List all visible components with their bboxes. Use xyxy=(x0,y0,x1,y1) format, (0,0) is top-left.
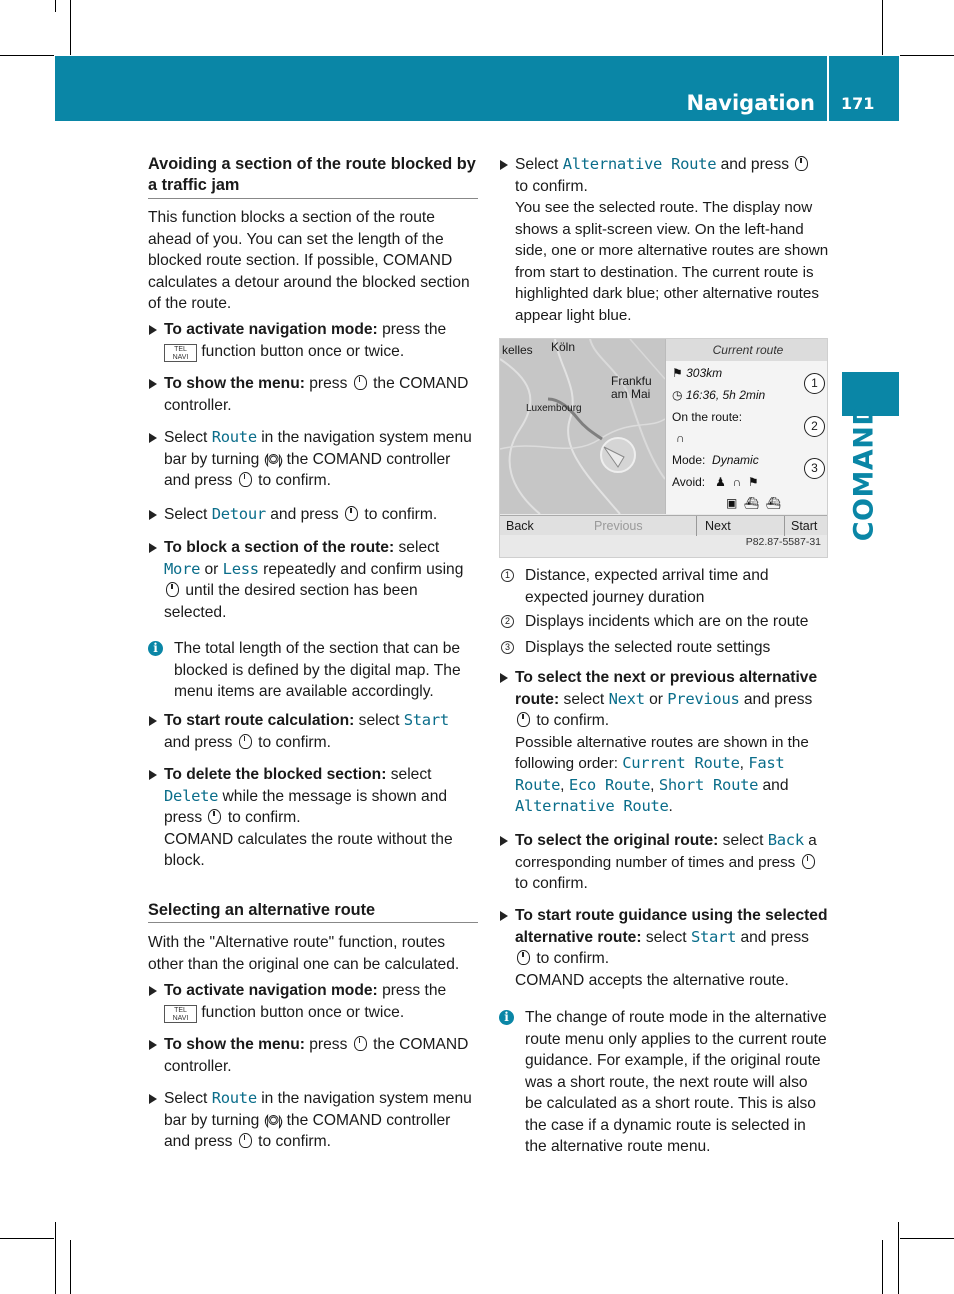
press-controller-icon xyxy=(354,375,367,390)
crop-mark xyxy=(900,55,954,56)
callout-number: 1 xyxy=(501,569,514,582)
press-controller-icon xyxy=(802,854,815,869)
distance-value: ⚑ 303km xyxy=(672,366,723,380)
press-controller-icon xyxy=(166,582,179,597)
map-label: Luxembourg xyxy=(526,403,582,414)
mode-row: Mode: Dynamic xyxy=(672,453,759,467)
step-activate-nav: To activate navigation mode: press the TEL NAVI function button once or twice. xyxy=(148,319,478,362)
figure-id: P82.87-5587-31 xyxy=(745,535,821,548)
crop-mark xyxy=(55,1222,56,1294)
turn-controller-icon: ⟬◎⟭ xyxy=(263,450,283,467)
press-controller-icon xyxy=(795,156,808,171)
legend-item: 2 Displays incidents which are on the route xyxy=(499,611,829,633)
section-heading: Selecting an alternative route xyxy=(148,901,376,919)
crop-mark xyxy=(70,0,71,55)
step-show-menu: To show the menu: press the COMAND controller. xyxy=(148,373,478,416)
side-tab-label: COMAND xyxy=(848,402,880,542)
crop-mark xyxy=(0,55,54,56)
section-title: Navigation xyxy=(686,91,815,115)
info-icon: i xyxy=(499,1010,514,1025)
press-controller-icon xyxy=(517,712,530,727)
avoid-icons: ▣ ⛴ ⛴ xyxy=(726,496,782,510)
press-controller-icon xyxy=(208,809,221,824)
map-graphic xyxy=(500,339,665,514)
on-route-label: On the route: xyxy=(672,410,743,424)
callout-number: 3 xyxy=(501,641,514,654)
callout-1: 1 xyxy=(804,373,825,394)
previous-softkey[interactable]: Previous xyxy=(594,519,643,533)
press-controller-icon xyxy=(239,472,252,487)
incident-icon: ∩ xyxy=(676,431,685,445)
crop-mark xyxy=(898,1222,899,1294)
tel-navi-button-icon: TEL NAVI xyxy=(164,1005,197,1023)
press-controller-icon xyxy=(239,734,252,749)
callout-2: 2 xyxy=(804,416,825,437)
map-label: Frankfu xyxy=(611,374,652,388)
step-select-alternative: Select Alternative Route and press to confirm. You see the selected route. The display now shows a split-screen view. On the left-hand side, one or more alternative routes are shown from start to destination. The current route is highlighted dark blue; other alternative routes appear light blue. xyxy=(499,154,829,326)
step-delete-blocked: To delete the blocked section: select Delete while the message is shown and press to confirm. COMAND calculates the route without the block. xyxy=(148,764,478,872)
section-heading: Avoiding a section of the route blocked by a traffic jam xyxy=(148,155,476,194)
step-original-route: To select the original route: select Back a corresponding number of times and press to confirm. xyxy=(499,830,829,895)
heading-rule xyxy=(148,198,478,199)
route-info-panel xyxy=(665,339,828,514)
step-show-menu: To show the menu: press the COMAND controller. xyxy=(148,1034,478,1077)
softkey-divider xyxy=(696,516,697,536)
turn-controller-icon: ⟬◎⟭ xyxy=(263,1111,283,1128)
navigation-screenshot xyxy=(499,338,828,558)
tel-navi-button-icon: TEL NAVI xyxy=(164,344,197,362)
step-block-section: To block a section of the route: select More or Less repeatedly and confirm using until the desired section has been selected. xyxy=(148,537,478,623)
back-softkey[interactable]: Back xyxy=(506,519,534,533)
step-select-route: Select Route in the navigation system menu bar by turning ⟬◎⟭ the COMAND controller and press to confirm. xyxy=(148,1088,478,1153)
press-controller-icon xyxy=(345,506,358,521)
step-activate-nav: To activate navigation mode: press the TEL NAVI function button once or twice. xyxy=(148,980,478,1023)
header-divider xyxy=(827,56,829,121)
page-header xyxy=(55,56,899,121)
arrival-time: ◷ 16:36, 5h 2min xyxy=(672,388,766,402)
step-select-detour: Select Detour and press to confirm. xyxy=(148,504,478,526)
legend-item: 1 Distance, expected arrival time and expected journey duration xyxy=(499,565,829,608)
map-label: Köln xyxy=(551,340,576,354)
press-controller-icon xyxy=(239,1133,252,1148)
route-map xyxy=(500,339,665,514)
press-controller-icon xyxy=(354,1036,367,1051)
crop-mark xyxy=(0,1238,54,1239)
info-icon: i xyxy=(148,641,163,656)
crop-mark xyxy=(55,0,56,12)
step-start-guidance: To start route guidance using the selected alternative route: select Start and press to confirm. COMAND accepts the alternative route. xyxy=(499,905,829,991)
avoid-row: Avoid: ♟ ∩ ⚑ xyxy=(672,475,759,489)
map-label: am Mai xyxy=(611,387,651,401)
crop-mark xyxy=(882,1240,883,1294)
callout-number: 2 xyxy=(501,615,514,628)
heading-rule xyxy=(148,922,478,923)
page-number: 171 xyxy=(841,94,875,113)
map-label: kelles xyxy=(502,343,533,357)
info-note: i The total length of the section that can be blocked is defined by the digital map. The menu items are available accordingly. xyxy=(148,638,478,703)
step-select-route: Select Route in the navigation system menu bar by turning ⟬◎⟭ the COMAND controller and press to confirm. xyxy=(148,427,478,492)
intro-paragraph: With the "Alternative route" function, routes other than the original one can be calculated. xyxy=(148,934,460,973)
press-controller-icon xyxy=(517,950,530,965)
crop-mark xyxy=(882,0,883,55)
start-softkey[interactable]: Start xyxy=(791,519,818,533)
panel-title: Current route xyxy=(666,339,828,361)
crop-mark xyxy=(70,1240,71,1294)
callout-3: 3 xyxy=(804,458,825,479)
step-next-previous: To select the next or previous alternative route: select Next or Previous and press to confirm. Possible alternative routes are shown in the following order: Current Route, Fast Route, Eco Route, Short Route and Alternative Route. xyxy=(499,667,829,818)
intro-paragraph: This function blocks a section of the route ahead of you. You can set the length of the blocked route section. If possible, COMAND calculates a detour around the blocked section of the route. xyxy=(148,209,470,312)
next-softkey[interactable]: Next xyxy=(705,519,731,533)
crop-mark xyxy=(900,1238,954,1239)
info-note: i The change of route mode in the alternative route menu only applies to the current route guidance. For example, if the original route was a short route, the next route will also be calculated as a short route. This is also the case if a dynamic route is selected in the alternative route menu. xyxy=(499,1007,829,1158)
step-start-calculation: To start route calculation: select Start and press to confirm. xyxy=(148,710,478,753)
legend-item: 3 Displays the selected route settings xyxy=(499,637,829,659)
